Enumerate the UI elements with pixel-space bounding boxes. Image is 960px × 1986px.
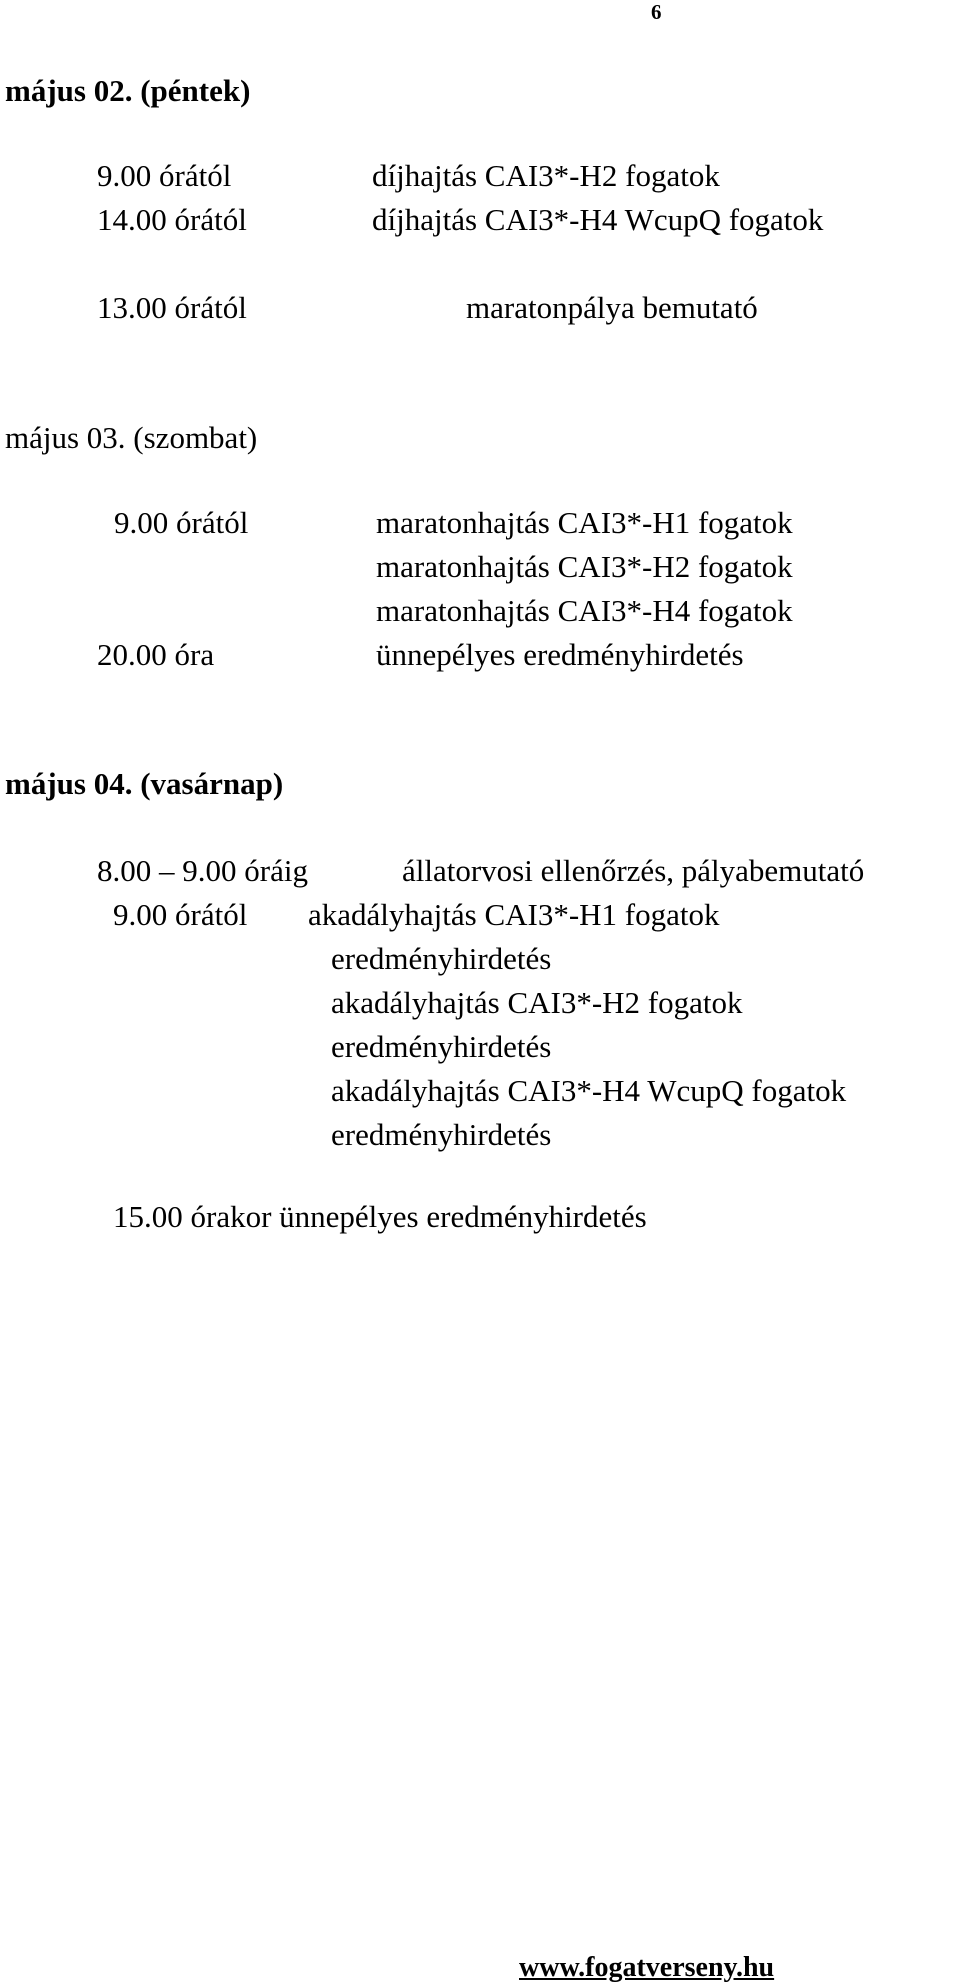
day1-row3-time: 13.00 órától [97,290,247,325]
day3-row1-event: állatorvosi ellenőrzés, pályabemutató [402,853,865,888]
day3-row6-event: akadályhajtás CAI3*-H4 WcupQ fogatok [331,1073,847,1108]
footer-website-link[interactable]: www.fogatverseny.hu [519,1952,775,1983]
day2-row3-event: maratonhajtás CAI3*-H4 fogatok [376,593,793,628]
day3-row7-event: eredményhirdetés [331,1117,552,1152]
day1-row3-event: maratonpálya bemutató [466,290,758,325]
day3-row2-time: 9.00 órától [113,897,248,932]
day3-closing: 15.00 órakor ünnepélyes eredményhirdetés [113,1199,647,1234]
day3-heading: május 04. (vasárnap) [5,766,284,801]
day3-row4-event: akadályhajtás CAI3*-H2 fogatok [331,985,743,1020]
day2-heading: május 03. (szombat) [5,420,258,455]
day3-row1-time: 8.00 – 9.00 óráig [97,853,308,888]
day3-row5-event: eredményhirdetés [331,1029,552,1064]
day2-row1-event: maratonhajtás CAI3*-H1 fogatok [376,505,793,540]
day1-row1-event: díjhajtás CAI3*-H2 fogatok [372,158,720,193]
day2-row4-time: 20.00 óra [97,637,215,672]
day2-row2-event: maratonhajtás CAI3*-H2 fogatok [376,549,793,584]
day1-row1-time: 9.00 órától [97,158,232,193]
day3-row2-event: akadályhajtás CAI3*-H1 fogatok [308,897,720,932]
day2-row4-event: ünnepélyes eredményhirdetés [376,637,744,672]
day2-row1-time: 9.00 órától [114,505,249,540]
page-number: 6 [651,0,662,24]
day1-heading: május 02. (péntek) [5,73,251,108]
day1-row2-time: 14.00 órától [97,202,247,237]
day1-row2-event: díjhajtás CAI3*-H4 WcupQ fogatok [372,202,824,237]
day3-row3-event: eredményhirdetés [331,941,552,976]
